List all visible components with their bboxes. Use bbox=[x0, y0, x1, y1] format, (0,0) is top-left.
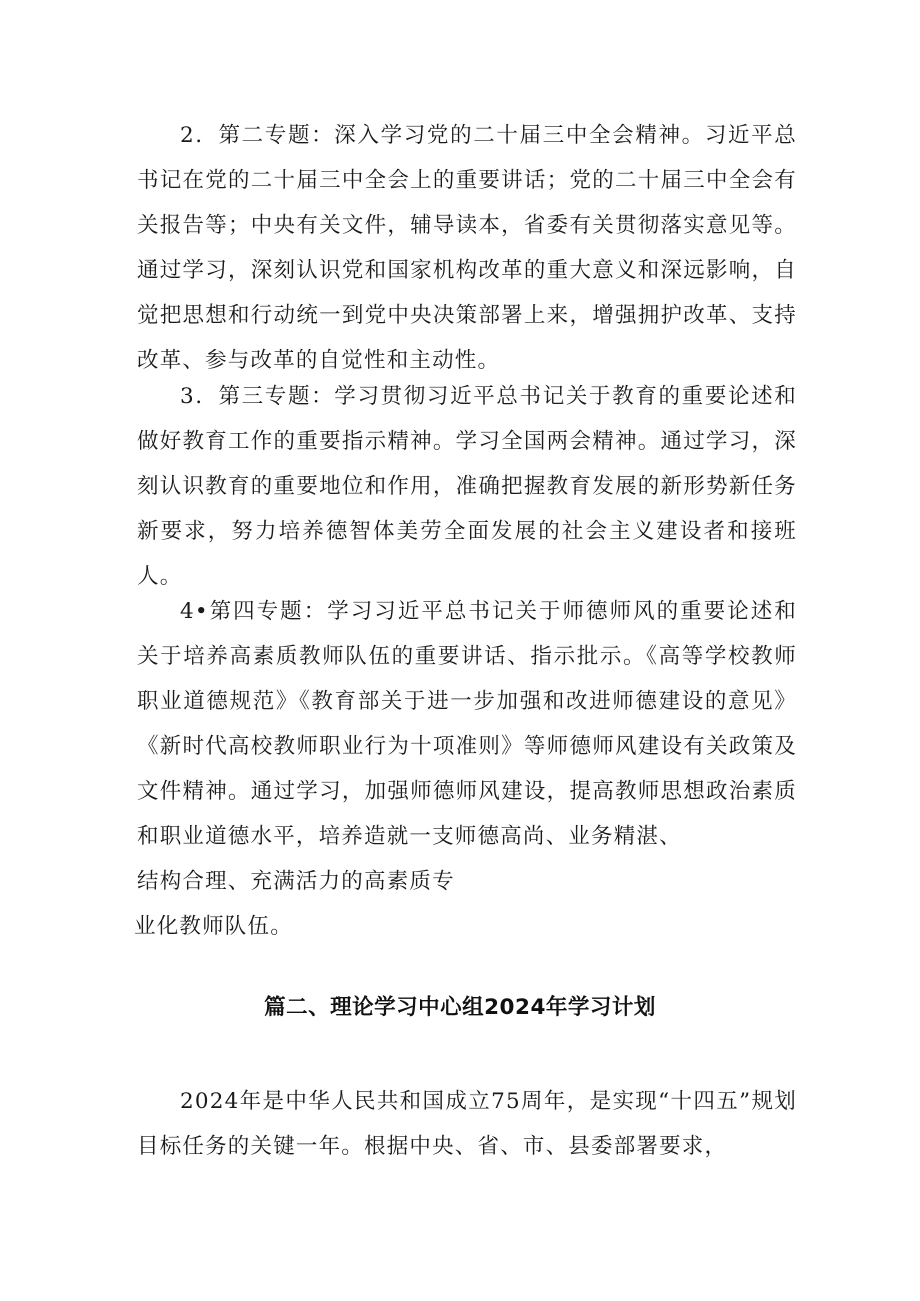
paragraph-topic-4-tail: 结构合理、充满活力的高素质专 bbox=[137, 869, 455, 894]
section-heading: 篇二、理论学习中心组2024年学习计划 bbox=[264, 995, 656, 1020]
paragraph-topic-2: 2．第二专题：深入学习党的二十届三中全会精神。习近平总书记在党的二十届三中全会上的重要讲话；党的二十届三中全会有关报告等；中央有关文件，辅导读本，省委有关贯彻落实意见等。通过学习，深刻认识党和国家机构改革的重大意义和深远影响，自觉把思想和行动统一到党中央决策部署上来，增强拥护改革、支持改革、参与改革的自觉性和主动性。 bbox=[137, 123, 797, 373]
paragraph-topic-4-continuation: 业化教师队伍。 bbox=[134, 914, 293, 939]
paragraph-topic-4-main: 4•第四专题：学习习近平总书记关于师德师风的重要论述和关于培养高素质教师队伍的重要讲话、指示批示。《高等学校教师职业道德规范》《教育部关于进一步加强和改进师德建设的意见》《新时代高校教师职业行为十项准则》等师德师风建设有关政策及文件精神。通过学习，加强师德师风建设，提高教师思想政治素质和职业道德水平，培养造就一支师德高尚、业务精湛、 bbox=[137, 599, 797, 849]
paragraph-intro: 2024年是中华人民共和国成立75周年，是实现“十四五”规划目标任务的关键一年。根据中央、省、市、县委部署要求， bbox=[137, 1089, 797, 1159]
paragraph-topic-4 bbox=[134, 589, 797, 949]
paragraph-topic-3: 3．第三专题：学习贯彻习近平总书记关于教育的重要论述和做好教育工作的重要指示精神。学习全国两会精神。通过学习，深刻认识教育的重要地位和作用，准确把握教育发展的新形势新任务新要求，努力培养德智体美劳全面发展的社会主义建设者和接班人。 bbox=[137, 384, 797, 589]
